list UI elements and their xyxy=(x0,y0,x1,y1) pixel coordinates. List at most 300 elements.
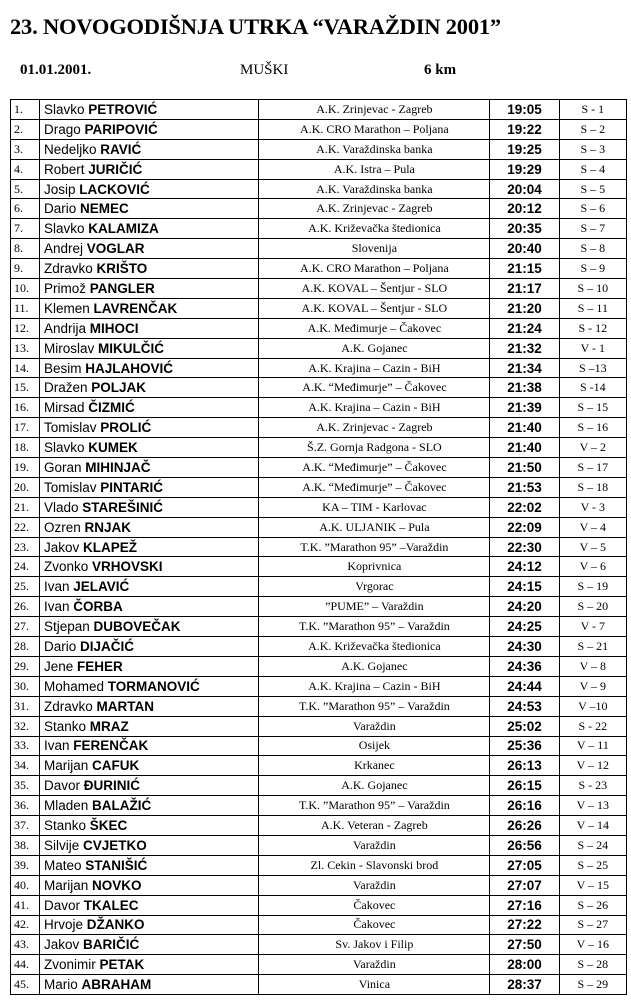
rank-cell: 38. xyxy=(11,835,40,855)
athlete-name-cell xyxy=(39,259,258,279)
club-cell: A.K. Zrinjevac - Zagreb xyxy=(259,418,490,438)
age-category-cell: S - 1 xyxy=(559,100,626,120)
time-cell: 27:22 xyxy=(490,915,559,935)
first-name: Silvije xyxy=(43,837,80,853)
athlete-name-cell xyxy=(39,119,258,139)
surname: MIHINJAČ xyxy=(85,459,151,475)
table-row xyxy=(11,239,627,259)
rank-cell: 42. xyxy=(11,915,40,935)
first-name: Dražen xyxy=(43,380,88,396)
time-cell: 26:26 xyxy=(490,816,559,836)
athlete-name-cell xyxy=(39,557,258,577)
first-name: Zdravko xyxy=(43,698,93,714)
page-title: 23. NOVOGODIŠNJA UTRKA “VARAŽDIN 2001” xyxy=(10,14,501,39)
rank-cell: 32. xyxy=(11,716,40,736)
first-name: Besim xyxy=(43,360,82,376)
surname: POLJAK xyxy=(91,380,147,396)
first-name: Mateo xyxy=(43,857,82,873)
table-row xyxy=(11,855,627,875)
athlete-name-cell xyxy=(39,279,258,299)
table-row xyxy=(11,557,627,577)
athlete-name-cell xyxy=(39,955,258,975)
age-category-cell: S – 27 xyxy=(559,915,626,935)
first-name: Goran xyxy=(43,459,82,475)
table-row xyxy=(11,716,627,736)
time-cell: 21:40 xyxy=(490,418,559,438)
table-row xyxy=(11,318,627,338)
rank-cell: 20. xyxy=(11,477,40,497)
athlete-name-cell xyxy=(39,139,258,159)
time-cell: 26:56 xyxy=(490,835,559,855)
first-name: Zvonko xyxy=(43,559,89,575)
first-name: Miroslav xyxy=(43,340,95,356)
time-cell: 20:04 xyxy=(490,179,559,199)
surname: RAVIĆ xyxy=(100,141,142,157)
first-name: Davor xyxy=(43,897,80,913)
age-category-cell: S – 7 xyxy=(559,219,626,239)
club-cell: Vrgorac xyxy=(259,577,490,597)
race-category: MUŠKI xyxy=(240,62,289,78)
first-name: Jene xyxy=(43,658,74,674)
table-row xyxy=(11,219,627,239)
age-category-cell: S – 16 xyxy=(559,418,626,438)
athlete-name-cell xyxy=(39,318,258,338)
surname: BARIČIĆ xyxy=(83,937,140,953)
first-name: Josip xyxy=(43,181,76,197)
athlete-name-cell xyxy=(39,438,258,458)
first-name: Primož xyxy=(43,280,86,296)
club-cell: A.K. Krajina – Cazin - BiH xyxy=(259,398,490,418)
athlete-name-cell xyxy=(39,358,258,378)
table-row xyxy=(11,915,627,935)
athlete-name-cell xyxy=(39,497,258,517)
surname: LAVRENČAK xyxy=(93,300,178,316)
club-cell: A.K. Varaždinska banka xyxy=(259,179,490,199)
rank-cell: 33. xyxy=(11,736,40,756)
athlete-name-cell xyxy=(39,338,258,358)
first-name: Dario xyxy=(43,638,77,654)
table-row xyxy=(11,637,627,657)
age-category-cell: V – 12 xyxy=(559,756,626,776)
club-cell: A.K. KOVAL – Šentjur - SLO xyxy=(259,279,490,299)
surname: VRHOVSKI xyxy=(92,559,163,575)
club-cell: A.K. Krajina – Cazin - BiH xyxy=(259,358,490,378)
first-name: Stanko xyxy=(43,718,87,734)
rank-cell: 37. xyxy=(11,816,40,836)
athlete-name-cell xyxy=(39,696,258,716)
surname: MARTAN xyxy=(96,698,155,714)
first-name: Marijan xyxy=(43,758,89,774)
first-name: Mario xyxy=(43,977,78,993)
table-row xyxy=(11,517,627,537)
athlete-name-cell xyxy=(39,895,258,915)
first-name: Zdravko xyxy=(43,261,93,277)
time-cell: 19:05 xyxy=(490,100,559,120)
rank-cell: 23. xyxy=(11,537,40,557)
rank-cell: 28. xyxy=(11,637,40,657)
age-category-cell: V – 2 xyxy=(559,438,626,458)
athlete-name-cell xyxy=(39,855,258,875)
first-name: Mladen xyxy=(43,798,89,814)
athlete-name-cell xyxy=(39,239,258,259)
athlete-name-cell xyxy=(39,100,258,120)
rank-cell: 8. xyxy=(11,239,40,259)
time-cell: 21:15 xyxy=(490,259,559,279)
age-category-cell: S -14 xyxy=(559,378,626,398)
surname: VOGLAR xyxy=(86,241,145,257)
athlete-name-cell xyxy=(39,656,258,676)
surname: CVJETKO xyxy=(83,837,147,853)
club-cell: A.K. Istra – Pula xyxy=(259,159,490,179)
athlete-name-cell xyxy=(39,477,258,497)
club-cell: Š.Z. Gornja Radgona - SLO xyxy=(259,438,490,458)
surname: PARIPOVIĆ xyxy=(84,121,158,137)
race-date: 01.01.2001. xyxy=(20,62,92,78)
athlete-name-cell xyxy=(39,915,258,935)
rank-cell: 6. xyxy=(11,199,40,219)
club-cell: Sv. Jakov i Filip xyxy=(259,935,490,955)
first-name: Ivan xyxy=(43,738,70,754)
club-cell: Varaždin xyxy=(259,716,490,736)
time-cell: 22:09 xyxy=(490,517,559,537)
club-cell: A.K. KOVAL – Šentjur - SLO xyxy=(259,298,490,318)
club-cell: A.K. Zrinjevac - Zagreb xyxy=(259,100,490,120)
first-name: Slavko xyxy=(43,101,85,117)
athlete-name-cell xyxy=(39,298,258,318)
rank-cell: 7. xyxy=(11,219,40,239)
rank-cell: 9. xyxy=(11,259,40,279)
club-cell: A.K. CRO Marathon – Poljana xyxy=(259,119,490,139)
athlete-name-cell xyxy=(39,398,258,418)
rank-cell: 1. xyxy=(11,100,40,120)
table-row xyxy=(11,816,627,836)
age-category-cell: V – 8 xyxy=(559,656,626,676)
time-cell: 21:24 xyxy=(490,318,559,338)
surname: MRAZ xyxy=(89,718,129,734)
surname: ČIZMIĆ xyxy=(88,400,135,416)
first-name: Ivan xyxy=(43,579,70,595)
age-category-cell: S – 28 xyxy=(559,955,626,975)
time-cell: 21:50 xyxy=(490,458,559,478)
club-cell: Varaždin xyxy=(259,875,490,895)
club-cell: A.K. Krajina – Cazin - BiH xyxy=(259,676,490,696)
results-table-body xyxy=(11,100,627,995)
rank-cell: 26. xyxy=(11,597,40,617)
time-cell: 21:40 xyxy=(490,438,559,458)
surname: TKALEC xyxy=(83,897,139,913)
table-row xyxy=(11,358,627,378)
time-cell: 20:35 xyxy=(490,219,559,239)
table-row xyxy=(11,835,627,855)
athlete-name-cell xyxy=(39,458,258,478)
age-category-cell: V – 11 xyxy=(559,736,626,756)
first-name: Slavko xyxy=(43,440,85,456)
age-category-cell: S – 24 xyxy=(559,835,626,855)
surname: RNJAK xyxy=(84,519,132,535)
first-name: Mirsad xyxy=(43,400,85,416)
first-name: Ozren xyxy=(43,519,81,535)
rank-cell: 21. xyxy=(11,497,40,517)
athlete-name-cell xyxy=(39,637,258,657)
surname: PINTARIĆ xyxy=(100,479,164,495)
rank-cell: 12. xyxy=(11,318,40,338)
table-row xyxy=(11,100,627,120)
table-row xyxy=(11,398,627,418)
first-name: Mohamed xyxy=(43,678,105,694)
age-category-cell: S - 12 xyxy=(559,318,626,338)
athlete-name-cell xyxy=(39,617,258,637)
club-cell: Zl. Cekin - Slavonski brod xyxy=(259,855,490,875)
table-row xyxy=(11,537,627,557)
club-cell: Čakovec xyxy=(259,915,490,935)
first-name: Marijan xyxy=(43,877,89,893)
age-category-cell: V – 4 xyxy=(559,517,626,537)
club-cell: Koprivnica xyxy=(259,557,490,577)
first-name: Jakov xyxy=(43,937,80,953)
age-category-cell: V – 16 xyxy=(559,935,626,955)
surname: ABRAHAM xyxy=(81,977,152,993)
rank-cell: 14. xyxy=(11,358,40,378)
table-row xyxy=(11,418,627,438)
surname: NEMEC xyxy=(80,201,129,217)
age-category-cell: S - 22 xyxy=(559,716,626,736)
time-cell: 27:50 xyxy=(490,935,559,955)
club-cell: A.K. ULJANIK – Pula xyxy=(259,517,490,537)
surname: JELAVIĆ xyxy=(73,579,130,595)
surname: MIKULČIĆ xyxy=(98,340,165,356)
first-name: Robert xyxy=(43,161,85,177)
time-cell: 24:25 xyxy=(490,617,559,637)
surname: TORMANOVIĆ xyxy=(107,678,200,694)
surname: STAREŠINIĆ xyxy=(82,499,164,515)
club-cell: A.K. “Međimurje” – Čakovec xyxy=(259,378,490,398)
surname: CAFUK xyxy=(92,758,140,774)
time-cell: 26:13 xyxy=(490,756,559,776)
athlete-name-cell xyxy=(39,756,258,776)
age-category-cell: S – 18 xyxy=(559,477,626,497)
surname: STANIŠIĆ xyxy=(85,857,148,873)
club-cell: Varaždin xyxy=(259,835,490,855)
athlete-name-cell xyxy=(39,219,258,239)
rank-cell: 13. xyxy=(11,338,40,358)
time-cell: 21:39 xyxy=(490,398,559,418)
table-row xyxy=(11,935,627,955)
first-name: Vlado xyxy=(43,499,79,515)
surname: PETAK xyxy=(99,957,145,973)
time-cell: 21:38 xyxy=(490,378,559,398)
first-name: Jakov xyxy=(43,539,80,555)
table-row xyxy=(11,119,627,139)
club-cell: A.K. Gojanec xyxy=(259,776,490,796)
athlete-name-cell xyxy=(39,975,258,995)
first-name: Slavko xyxy=(43,221,85,237)
age-category-cell: V – 5 xyxy=(559,537,626,557)
club-cell: T.K. ”Marathon 95” –Varaždin xyxy=(259,537,490,557)
age-category-cell: V – 14 xyxy=(559,816,626,836)
rank-cell: 16. xyxy=(11,398,40,418)
club-cell: T.K. ”Marathon 95” – Varaždin xyxy=(259,696,490,716)
rank-cell: 35. xyxy=(11,776,40,796)
time-cell: 21:34 xyxy=(490,358,559,378)
club-cell: T.K. ”Marathon 95” – Varaždin xyxy=(259,796,490,816)
first-name: Hrvoje xyxy=(43,917,83,933)
surname: MIHOCI xyxy=(89,320,139,336)
rank-cell: 30. xyxy=(11,676,40,696)
club-cell: Varaždin xyxy=(259,955,490,975)
club-cell: KA – TIM - Karlovac xyxy=(259,497,490,517)
age-category-cell: V – 9 xyxy=(559,676,626,696)
first-name: Drago xyxy=(43,121,81,137)
athlete-name-cell xyxy=(39,378,258,398)
table-row xyxy=(11,497,627,517)
rank-cell: 45. xyxy=(11,975,40,995)
time-cell: 21:53 xyxy=(490,477,559,497)
table-row xyxy=(11,259,627,279)
age-category-cell: V – 6 xyxy=(559,557,626,577)
surname: LACKOVIĆ xyxy=(79,181,150,197)
rank-cell: 31. xyxy=(11,696,40,716)
age-category-cell: V - 1 xyxy=(559,338,626,358)
surname: KALAMIZA xyxy=(88,221,159,237)
surname: DŽANKO xyxy=(86,917,145,933)
club-cell: A.K. Križevačka štedionica xyxy=(259,219,490,239)
time-cell: 24:15 xyxy=(490,577,559,597)
club-cell: A.K. “Međimurje” – Čakovec xyxy=(259,477,490,497)
rank-cell: 24. xyxy=(11,557,40,577)
time-cell: 26:15 xyxy=(490,776,559,796)
race-distance: 6 km xyxy=(424,62,457,78)
table-row xyxy=(11,458,627,478)
age-category-cell: S – 19 xyxy=(559,577,626,597)
athlete-name-cell xyxy=(39,736,258,756)
surname: KUMEK xyxy=(88,440,138,456)
first-name: Tomislav xyxy=(43,420,97,436)
age-category-cell: S – 26 xyxy=(559,895,626,915)
athlete-name-cell xyxy=(39,875,258,895)
table-row xyxy=(11,338,627,358)
club-cell: Slovenija xyxy=(259,239,490,259)
club-cell: ”PUME” – Varaždin xyxy=(259,597,490,617)
surname: JURIČIĆ xyxy=(88,161,143,177)
table-row xyxy=(11,955,627,975)
age-category-cell: V –10 xyxy=(559,696,626,716)
time-cell: 22:30 xyxy=(490,537,559,557)
athlete-name-cell xyxy=(39,597,258,617)
table-row xyxy=(11,438,627,458)
athlete-name-cell xyxy=(39,776,258,796)
time-cell: 24:20 xyxy=(490,597,559,617)
rank-cell: 4. xyxy=(11,159,40,179)
time-cell: 20:12 xyxy=(490,199,559,219)
athlete-name-cell xyxy=(39,796,258,816)
age-category-cell: S – 21 xyxy=(559,637,626,657)
age-category-cell: V – 13 xyxy=(559,796,626,816)
table-row xyxy=(11,477,627,497)
time-cell: 24:36 xyxy=(490,656,559,676)
time-cell: 19:25 xyxy=(490,139,559,159)
age-category-cell: V - 3 xyxy=(559,497,626,517)
table-row xyxy=(11,597,627,617)
time-cell: 21:20 xyxy=(490,298,559,318)
club-cell: A.K. Gojanec xyxy=(259,656,490,676)
age-category-cell: S – 25 xyxy=(559,855,626,875)
surname: ČORBA xyxy=(73,599,123,615)
athlete-name-cell xyxy=(39,816,258,836)
first-name: Davor xyxy=(43,778,80,794)
table-row xyxy=(11,378,627,398)
surname: NOVKO xyxy=(92,877,142,893)
club-cell: Čakovec xyxy=(259,895,490,915)
time-cell: 21:17 xyxy=(490,279,559,299)
table-row xyxy=(11,139,627,159)
rank-cell: 39. xyxy=(11,855,40,875)
table-row xyxy=(11,676,627,696)
first-name: Stanko xyxy=(43,818,87,833)
time-cell: 24:53 xyxy=(490,696,559,716)
athlete-name-cell xyxy=(39,676,258,696)
athlete-name-cell xyxy=(39,517,258,537)
club-cell: Osijek xyxy=(259,736,490,756)
age-category-cell: S –13 xyxy=(559,358,626,378)
time-cell: 27:05 xyxy=(490,855,559,875)
rank-cell: 34. xyxy=(11,756,40,776)
time-cell: 28:37 xyxy=(490,975,559,995)
time-cell: 28:00 xyxy=(490,955,559,975)
time-cell: 19:29 xyxy=(490,159,559,179)
athlete-name-cell xyxy=(39,835,258,855)
rank-cell: 29. xyxy=(11,656,40,676)
club-cell: A.K. Veteran - Zagreb xyxy=(259,816,490,836)
club-cell: A.K. CRO Marathon – Poljana xyxy=(259,259,490,279)
rank-cell: 44. xyxy=(11,955,40,975)
rank-cell: 5. xyxy=(11,179,40,199)
club-cell: A.K. Varaždinska banka xyxy=(259,139,490,159)
first-name: Tomislav xyxy=(43,479,97,495)
surname: DUBOVEČAK xyxy=(93,619,181,635)
surname: ŠKEC xyxy=(89,818,128,833)
time-cell: 26:16 xyxy=(490,796,559,816)
rank-cell: 2. xyxy=(11,119,40,139)
age-category-cell: S – 5 xyxy=(559,179,626,199)
time-cell: 25:36 xyxy=(490,736,559,756)
first-name: Stjepan xyxy=(43,619,90,635)
table-row xyxy=(11,696,627,716)
surname: PETROVIĆ xyxy=(88,101,158,117)
rank-cell: 36. xyxy=(11,796,40,816)
athlete-name-cell xyxy=(39,716,258,736)
table-row xyxy=(11,875,627,895)
surname: PANGLER xyxy=(89,280,155,296)
age-category-cell: S – 9 xyxy=(559,259,626,279)
club-cell: T.K. ”Marathon 95” – Varaždin xyxy=(259,617,490,637)
age-category-cell: S – 17 xyxy=(559,458,626,478)
first-name: Andrej xyxy=(43,241,84,257)
first-name: Ivan xyxy=(43,599,70,615)
rank-cell: 25. xyxy=(11,577,40,597)
rank-cell: 18. xyxy=(11,438,40,458)
surname: HAJLAHOVIĆ xyxy=(85,360,174,376)
table-row xyxy=(11,796,627,816)
time-cell: 27:07 xyxy=(490,875,559,895)
table-row xyxy=(11,199,627,219)
age-category-cell: S – 4 xyxy=(559,159,626,179)
first-name: Nedeljko xyxy=(43,141,97,157)
athlete-name-cell xyxy=(39,159,258,179)
club-cell: A.K. Međimurje – Čakovec xyxy=(259,318,490,338)
athlete-name-cell xyxy=(39,537,258,557)
time-cell: 25:02 xyxy=(490,716,559,736)
age-category-cell: S - 23 xyxy=(559,776,626,796)
